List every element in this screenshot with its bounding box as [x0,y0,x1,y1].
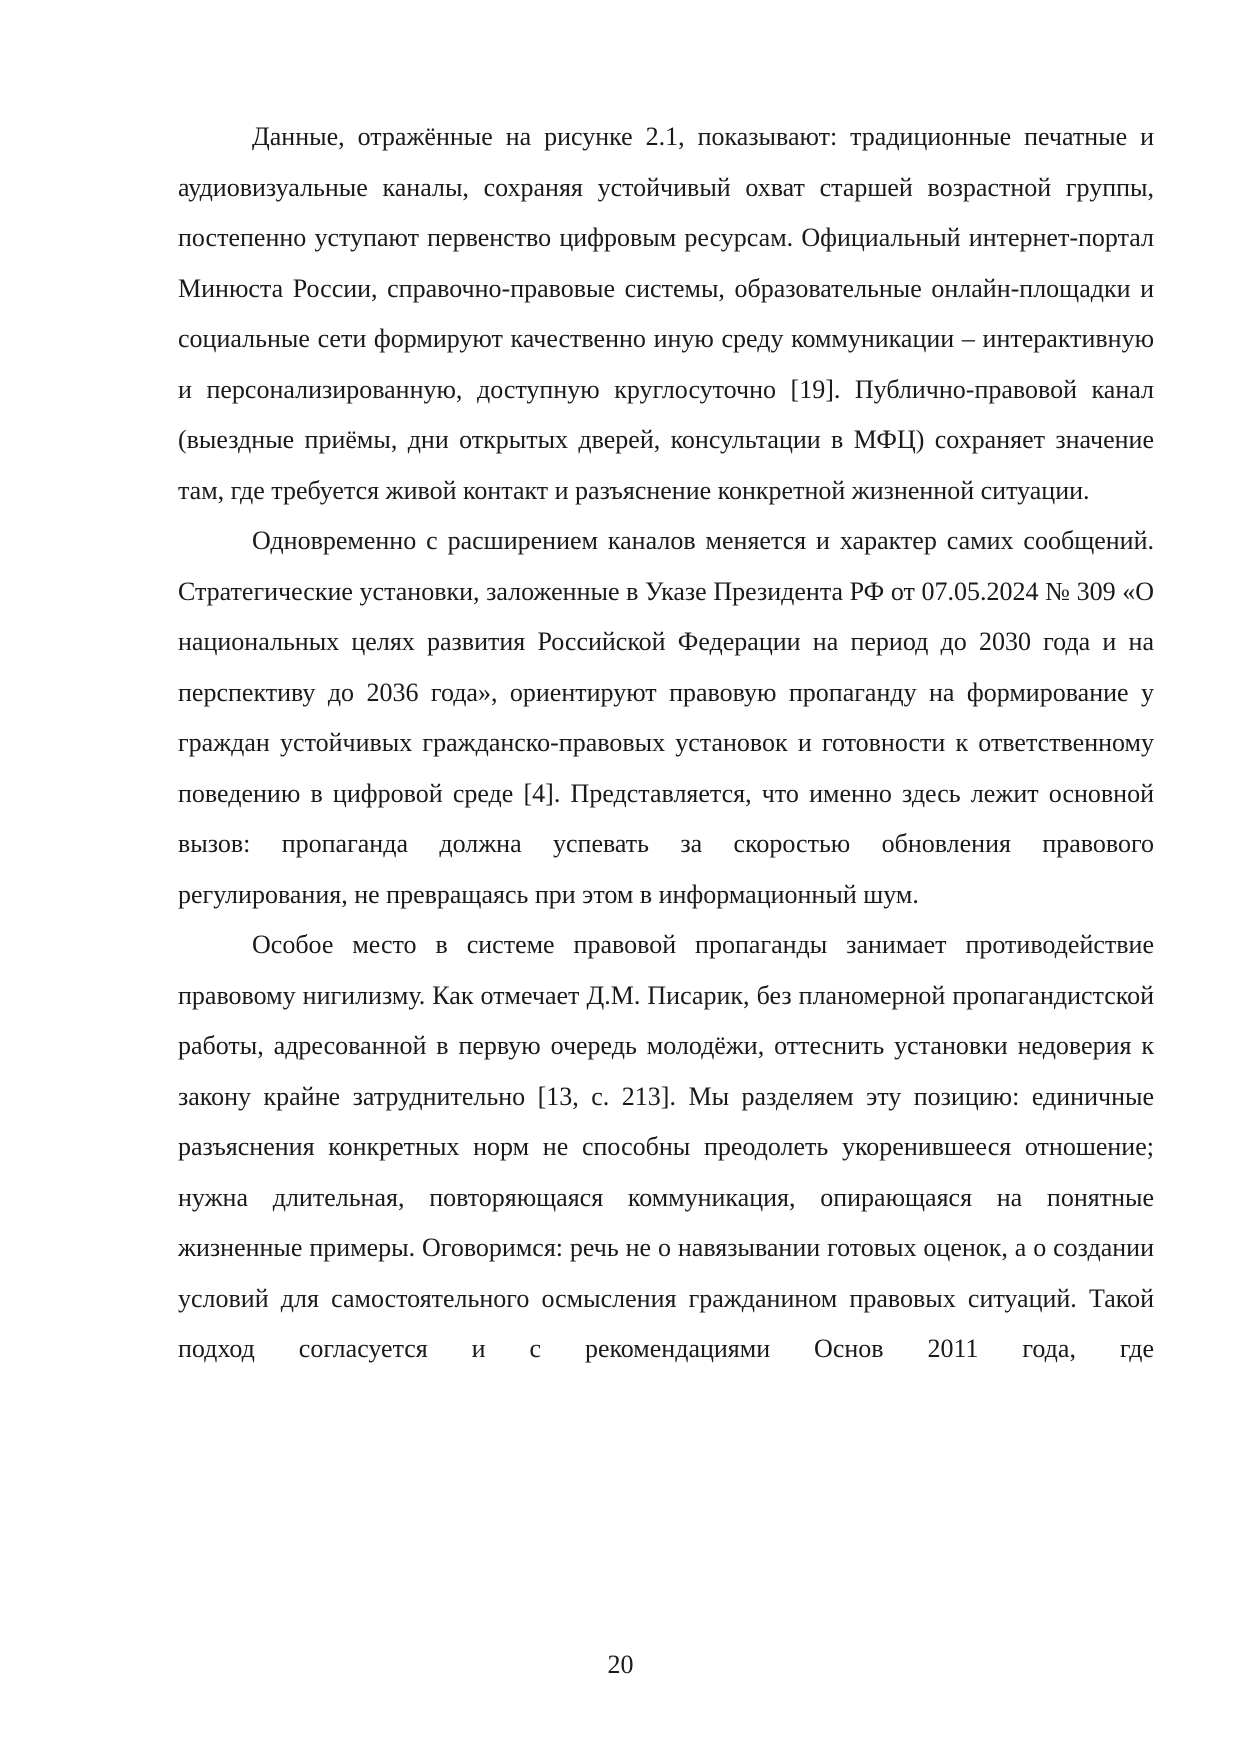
paragraph-1: Данные, отражённые на рисунке 2.1, показывают: традиционные печатные и аудиовизуальные каналы, сохраняя устойчивый охват старшей возрастной группы, постепенно уступают первенство цифровым ресурсам. Официальный интернет-портал Минюста России, справочно-правовые системы, образовательные онлайн-площадки и социальные сети формируют качественно иную среду коммуникации – интерактивную и персонализированную, доступную круглосуточно [19]. Публично-правовой канал (выездные приёмы, дни открытых дверей, консультации в МФЦ) сохраняет значение там, где требуется живой контакт и разъяснение конкретной жизненной ситуации. [178,122,1154,505]
paragraph-2: Одновременно с расширением каналов меняется и характер самих сообщений. Стратегические установки, заложенные в Указе Президента РФ от 07.05.2024 № 309 «О национальных целях развития Российской Федерации на период до 2030 года и на перспективу до 2036 года», ориентируют правовую пропаганду на формирование у граждан устойчивых гражданско-правовых установок и готовности к ответственному поведению в цифровой среде [4]. Представляется, что именно здесь лежит основной вызов: пропаганда должна успевать за скоростью обновления правового регулирования, не превращаясь при этом в информационный шум. [178,526,1154,909]
text-body [178,112,1154,1375]
paragraph-3: Особое место в системе правовой пропаганды занимает противодействие правовому нигилизму. Как отмечает Д.М. Писарик, без планомерной пропагандистской работы, адресованной в первую очередь молодёжи, оттеснить установки недоверия к закону крайне затруднительно [13, с. 213]. Мы разделяем эту позицию: единичные разъяснения конкретных норм не способны преодолеть укоренившееся отношение; нужна длительная, повторяющаяся коммуникация, опирающаяся на понятные жизненные примеры. Оговоримся: речь не о навязывании готовых оценок, а о создании условий для самостоятельного осмысления гражданином правовых ситуаций. Такой подход согласуется и с рекомендациями Основ 2011 года, где [178,930,1154,1363]
page-number: 20 [607,1650,634,1679]
